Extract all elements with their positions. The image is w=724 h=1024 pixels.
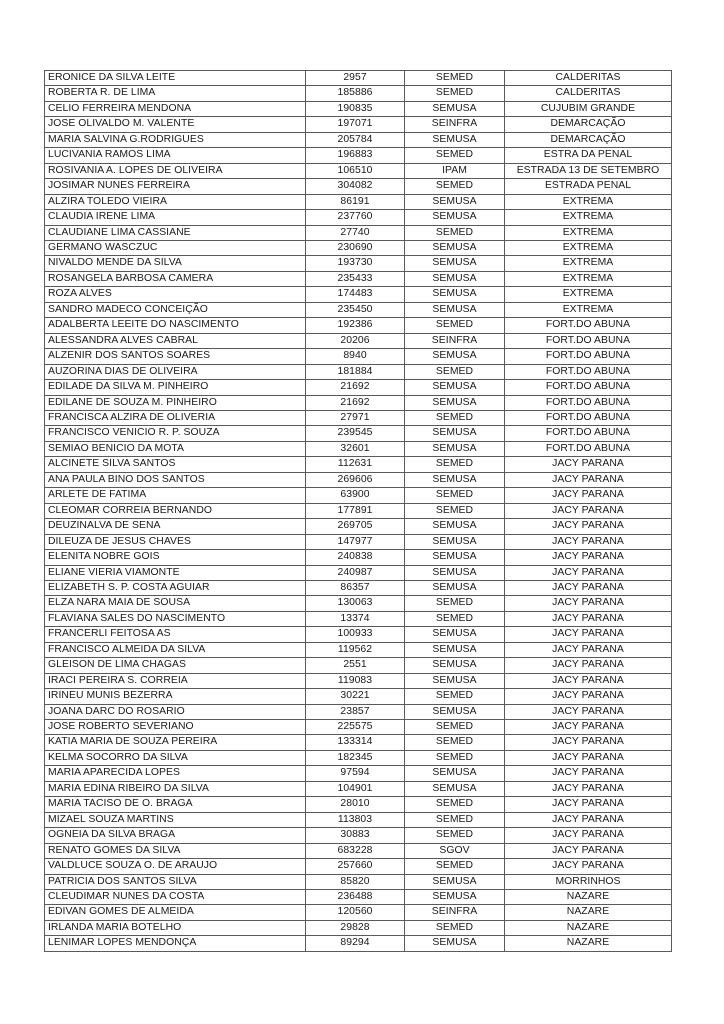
- department-cell: SEMED: [405, 797, 505, 812]
- table-row: [45, 503, 672, 518]
- employee-id-cell: 30221: [306, 689, 405, 704]
- employee-name-cell: DILEUZA DE JESUS CHAVES: [45, 534, 306, 549]
- table-row: [45, 781, 672, 796]
- department-cell: SEMED: [405, 920, 505, 935]
- location-cell: JACY PARANA: [505, 642, 672, 657]
- table-row: [45, 380, 672, 395]
- location-cell: JACY PARANA: [505, 488, 672, 503]
- employee-name-cell: FRANCISCO ALMEIDA DA SILVA: [45, 642, 306, 657]
- location-cell: CALDERITAS: [505, 71, 672, 86]
- employee-id-cell: 304082: [306, 179, 405, 194]
- employee-name-cell: GERMANO WASCZUC: [45, 240, 306, 255]
- table-row: [45, 890, 672, 905]
- employee-name-cell: VALDLUCE SOUZA O. DE ARAUJO: [45, 859, 306, 874]
- location-cell: ESTRADA PENAL: [505, 179, 672, 194]
- location-cell: EXTREMA: [505, 225, 672, 240]
- employee-id-cell: 8940: [306, 349, 405, 364]
- table-row: [45, 287, 672, 302]
- employee-name-cell: DEUZINALVA DE SENA: [45, 519, 306, 534]
- employee-name-cell: JOSE ROBERTO SEVERIANO: [45, 720, 306, 735]
- table-row: [45, 580, 672, 595]
- location-cell: DEMARCAÇÃO: [505, 132, 672, 147]
- location-cell: JACY PARANA: [505, 828, 672, 843]
- department-cell: SEMUSA: [405, 565, 505, 580]
- location-cell: FORT.DO ABUNA: [505, 380, 672, 395]
- department-cell: SEMUSA: [405, 256, 505, 271]
- location-cell: MORRINHOS: [505, 874, 672, 889]
- location-cell: JACY PARANA: [505, 704, 672, 719]
- employee-name-cell: SANDRO MADECO CONCEIÇÃO: [45, 302, 306, 317]
- employee-id-cell: 196883: [306, 148, 405, 163]
- table-row: [45, 364, 672, 379]
- table-row: [45, 240, 672, 255]
- location-cell: FORT.DO ABUNA: [505, 426, 672, 441]
- employee-name-cell: CLAUDIANE LIMA CASSIANE: [45, 225, 306, 240]
- table-row: [45, 874, 672, 889]
- table-row: [45, 472, 672, 487]
- employee-name-cell: JOSIMAR NUNES FERREIRA: [45, 179, 306, 194]
- employee-id-cell: 63900: [306, 488, 405, 503]
- location-cell: JACY PARANA: [505, 766, 672, 781]
- department-cell: SEMED: [405, 86, 505, 101]
- table-row: [45, 488, 672, 503]
- table-row: [45, 843, 672, 858]
- location-cell: JACY PARANA: [505, 503, 672, 518]
- location-cell: NAZARE: [505, 905, 672, 920]
- department-cell: SEMUSA: [405, 101, 505, 116]
- table-row: [45, 735, 672, 750]
- table-row: [45, 349, 672, 364]
- employee-name-cell: ELENITA NOBRE GOIS: [45, 550, 306, 565]
- location-cell: EXTREMA: [505, 287, 672, 302]
- department-cell: SEMUSA: [405, 441, 505, 456]
- department-cell: SEMUSA: [405, 534, 505, 549]
- department-cell: SEMED: [405, 148, 505, 163]
- employee-id-cell: 29828: [306, 920, 405, 935]
- location-cell: FORT.DO ABUNA: [505, 318, 672, 333]
- employee-id-cell: 182345: [306, 750, 405, 765]
- location-cell: FORT.DO ABUNA: [505, 441, 672, 456]
- location-cell: ESTRA DA PENAL: [505, 148, 672, 163]
- department-cell: SGOV: [405, 843, 505, 858]
- employee-id-cell: 112631: [306, 457, 405, 472]
- table-row: [45, 905, 672, 920]
- table-row: [45, 534, 672, 549]
- employee-name-cell: ARLETE DE FATIMA: [45, 488, 306, 503]
- department-cell: SEINFRA: [405, 333, 505, 348]
- employee-id-cell: 2957: [306, 71, 405, 86]
- table-row: [45, 410, 672, 425]
- department-cell: SEMUSA: [405, 704, 505, 719]
- employee-name-cell: ROZA ALVES: [45, 287, 306, 302]
- table-row: [45, 859, 672, 874]
- department-cell: SEMUSA: [405, 658, 505, 673]
- department-cell: SEMED: [405, 71, 505, 86]
- employee-id-cell: 257660: [306, 859, 405, 874]
- employee-id-cell: 193730: [306, 256, 405, 271]
- department-cell: SEMUSA: [405, 132, 505, 147]
- department-cell: SEINFRA: [405, 117, 505, 132]
- employee-id-cell: 2551: [306, 658, 405, 673]
- department-cell: SEMUSA: [405, 349, 505, 364]
- location-cell: JACY PARANA: [505, 673, 672, 688]
- department-cell: SEMED: [405, 812, 505, 827]
- employee-name-cell: ELZA NARA MAIA DE SOUSA: [45, 596, 306, 611]
- employee-id-cell: 27740: [306, 225, 405, 240]
- employee-id-cell: 13374: [306, 611, 405, 626]
- employee-id-cell: 119083: [306, 673, 405, 688]
- roster-table-body: [45, 71, 672, 952]
- table-row: [45, 673, 672, 688]
- employee-name-cell: FLAVIANA SALES DO NASCIMENTO: [45, 611, 306, 626]
- table-row: [45, 565, 672, 580]
- location-cell: FORT.DO ABUNA: [505, 410, 672, 425]
- employee-name-cell: EDIVAN GOMES DE ALMEIDA: [45, 905, 306, 920]
- location-cell: JACY PARANA: [505, 565, 672, 580]
- employee-id-cell: 23857: [306, 704, 405, 719]
- location-cell: FORT.DO ABUNA: [505, 395, 672, 410]
- employee-name-cell: CLEOMAR CORREIA BERNANDO: [45, 503, 306, 518]
- table-row: [45, 936, 672, 951]
- location-cell: DEMARCAÇÃO: [505, 117, 672, 132]
- location-cell: EXTREMA: [505, 194, 672, 209]
- employee-id-cell: 130063: [306, 596, 405, 611]
- employee-name-cell: CELIO FERREIRA MENDONA: [45, 101, 306, 116]
- table-row: [45, 148, 672, 163]
- employee-name-cell: JOANA DARC DO ROSARIO: [45, 704, 306, 719]
- employee-id-cell: 192386: [306, 318, 405, 333]
- employee-id-cell: 106510: [306, 163, 405, 178]
- employee-id-cell: 30883: [306, 828, 405, 843]
- table-row: [45, 194, 672, 209]
- employee-name-cell: ROBERTA R. DE LIMA: [45, 86, 306, 101]
- employee-name-cell: KELMA SOCORRO DA SILVA: [45, 750, 306, 765]
- employee-name-cell: IRINEU MUNIS BEZERRA: [45, 689, 306, 704]
- table-row: [45, 86, 672, 101]
- department-cell: SEMUSA: [405, 550, 505, 565]
- table-row: [45, 704, 672, 719]
- location-cell: JACY PARANA: [505, 472, 672, 487]
- employee-id-cell: 269606: [306, 472, 405, 487]
- employee-name-cell: MARIA APARECIDA LOPES: [45, 766, 306, 781]
- department-cell: SEMED: [405, 611, 505, 626]
- employee-id-cell: 147977: [306, 534, 405, 549]
- employee-id-cell: 181884: [306, 364, 405, 379]
- employee-id-cell: 225575: [306, 720, 405, 735]
- employee-id-cell: 190835: [306, 101, 405, 116]
- employee-id-cell: 185886: [306, 86, 405, 101]
- employee-id-cell: 235433: [306, 271, 405, 286]
- location-cell: EXTREMA: [505, 271, 672, 286]
- employee-name-cell: KATIA MARIA DE SOUZA PEREIRA: [45, 735, 306, 750]
- table-row: [45, 441, 672, 456]
- employee-name-cell: ANA PAULA BINO DOS SANTOS: [45, 472, 306, 487]
- department-cell: SEMUSA: [405, 395, 505, 410]
- employee-id-cell: 119562: [306, 642, 405, 657]
- table-row: [45, 828, 672, 843]
- department-cell: SEMED: [405, 318, 505, 333]
- table-row: [45, 750, 672, 765]
- department-cell: SEMUSA: [405, 673, 505, 688]
- employee-id-cell: 21692: [306, 395, 405, 410]
- employee-name-cell: OGNEIA DA SILVA BRAGA: [45, 828, 306, 843]
- department-cell: SEMED: [405, 410, 505, 425]
- table-row: [45, 271, 672, 286]
- table-row: [45, 225, 672, 240]
- location-cell: JACY PARANA: [505, 843, 672, 858]
- department-cell: SEMED: [405, 457, 505, 472]
- employee-name-cell: SEMIAO BENICIO DA MOTA: [45, 441, 306, 456]
- table-row: [45, 766, 672, 781]
- location-cell: EXTREMA: [505, 256, 672, 271]
- employee-name-cell: ROSIVANIA A. LOPES DE OLIVEIRA: [45, 163, 306, 178]
- table-row: [45, 797, 672, 812]
- employee-id-cell: 86357: [306, 580, 405, 595]
- employee-id-cell: 683228: [306, 843, 405, 858]
- employee-id-cell: 97594: [306, 766, 405, 781]
- table-row: [45, 627, 672, 642]
- location-cell: JACY PARANA: [505, 689, 672, 704]
- location-cell: EXTREMA: [505, 210, 672, 225]
- employee-name-cell: IRACI PEREIRA S. CORREIA: [45, 673, 306, 688]
- employee-name-cell: RENATO GOMES DA SILVA: [45, 843, 306, 858]
- location-cell: EXTREMA: [505, 240, 672, 255]
- table-row: [45, 395, 672, 410]
- employee-id-cell: 104901: [306, 781, 405, 796]
- table-row: [45, 550, 672, 565]
- department-cell: SEMUSA: [405, 380, 505, 395]
- department-cell: SEMED: [405, 689, 505, 704]
- employee-id-cell: 239545: [306, 426, 405, 441]
- employee-id-cell: 86191: [306, 194, 405, 209]
- table-row: [45, 596, 672, 611]
- table-row: [45, 920, 672, 935]
- department-cell: SEMUSA: [405, 426, 505, 441]
- employee-id-cell: 89294: [306, 936, 405, 951]
- employee-id-cell: 237760: [306, 210, 405, 225]
- table-row: [45, 720, 672, 735]
- department-cell: SEMED: [405, 735, 505, 750]
- employee-id-cell: 177891: [306, 503, 405, 518]
- employee-name-cell: MARIA TACISO DE O. BRAGA: [45, 797, 306, 812]
- employee-name-cell: ROSANGELA BARBOSA CAMERA: [45, 271, 306, 286]
- employee-id-cell: 85820: [306, 874, 405, 889]
- department-cell: SEMED: [405, 596, 505, 611]
- department-cell: IPAM: [405, 163, 505, 178]
- employee-name-cell: PATRICIA DOS SANTOS SILVA: [45, 874, 306, 889]
- employee-name-cell: ADALBERTA LEEITE DO NASCIMENTO: [45, 318, 306, 333]
- employee-name-cell: NIVALDO MENDE DA SILVA: [45, 256, 306, 271]
- employee-id-cell: 21692: [306, 380, 405, 395]
- location-cell: FORT.DO ABUNA: [505, 364, 672, 379]
- location-cell: CALDERITAS: [505, 86, 672, 101]
- department-cell: SEMED: [405, 179, 505, 194]
- employee-name-cell: GLEISON DE LIMA CHAGAS: [45, 658, 306, 673]
- table-row: [45, 658, 672, 673]
- table-row: [45, 71, 672, 86]
- department-cell: SEMED: [405, 503, 505, 518]
- employee-name-cell: ALZIRA TOLEDO VIEIRA: [45, 194, 306, 209]
- table-row: [45, 426, 672, 441]
- department-cell: SEMUSA: [405, 642, 505, 657]
- employee-name-cell: EDILANE DE SOUZA M. PINHEIRO: [45, 395, 306, 410]
- location-cell: JACY PARANA: [505, 720, 672, 735]
- employee-name-cell: FRANCISCA ALZIRA DE OLIVERIA: [45, 410, 306, 425]
- table-row: [45, 210, 672, 225]
- table-row: [45, 333, 672, 348]
- department-cell: SEMED: [405, 859, 505, 874]
- employee-name-cell: FRANCERLI FEITOSA AS: [45, 627, 306, 642]
- department-cell: SEMUSA: [405, 890, 505, 905]
- department-cell: SEMUSA: [405, 210, 505, 225]
- employee-id-cell: 236488: [306, 890, 405, 905]
- employee-id-cell: 197071: [306, 117, 405, 132]
- department-cell: SEMED: [405, 750, 505, 765]
- employee-id-cell: 27971: [306, 410, 405, 425]
- table-row: [45, 642, 672, 657]
- department-cell: SEMUSA: [405, 874, 505, 889]
- employee-id-cell: 269705: [306, 519, 405, 534]
- employee-id-cell: 32601: [306, 441, 405, 456]
- employee-id-cell: 230690: [306, 240, 405, 255]
- table-row: [45, 457, 672, 472]
- table-row: [45, 163, 672, 178]
- employee-name-cell: ALZENIR DOS SANTOS SOARES: [45, 349, 306, 364]
- employee-id-cell: 100933: [306, 627, 405, 642]
- employee-id-cell: 235450: [306, 302, 405, 317]
- department-cell: SEMUSA: [405, 781, 505, 796]
- employee-id-cell: 205784: [306, 132, 405, 147]
- department-cell: SEMED: [405, 225, 505, 240]
- location-cell: NAZARE: [505, 936, 672, 951]
- location-cell: JACY PARANA: [505, 797, 672, 812]
- department-cell: SEMUSA: [405, 936, 505, 951]
- employee-id-cell: 133314: [306, 735, 405, 750]
- department-cell: SEMUSA: [405, 766, 505, 781]
- location-cell: JACY PARANA: [505, 611, 672, 626]
- employee-name-cell: IRLANDA MARIA BOTELHO: [45, 920, 306, 935]
- location-cell: JACY PARANA: [505, 550, 672, 565]
- employee-name-cell: ALCINETE SILVA SANTOS: [45, 457, 306, 472]
- department-cell: SEMED: [405, 488, 505, 503]
- table-row: [45, 302, 672, 317]
- location-cell: JACY PARANA: [505, 658, 672, 673]
- employee-id-cell: 240987: [306, 565, 405, 580]
- location-cell: JACY PARANA: [505, 580, 672, 595]
- table-row: [45, 117, 672, 132]
- department-cell: SEMUSA: [405, 519, 505, 534]
- department-cell: SEMED: [405, 364, 505, 379]
- employee-name-cell: MIZAEL SOUZA MARTINS: [45, 812, 306, 827]
- employee-name-cell: CLEUDIMAR NUNES DA COSTA: [45, 890, 306, 905]
- employee-name-cell: MARIA SALVINA G.RODRIGUES: [45, 132, 306, 147]
- location-cell: FORT.DO ABUNA: [505, 349, 672, 364]
- employee-id-cell: 240838: [306, 550, 405, 565]
- employee-name-cell: ERONICE DA SILVA LEITE: [45, 71, 306, 86]
- employee-id-cell: 28010: [306, 797, 405, 812]
- employee-name-cell: FRANCISCO VENICIO R. P. SOUZA: [45, 426, 306, 441]
- location-cell: ESTRADA 13 DE SETEMBRO: [505, 163, 672, 178]
- location-cell: NAZARE: [505, 920, 672, 935]
- location-cell: JACY PARANA: [505, 781, 672, 796]
- location-cell: JACY PARANA: [505, 627, 672, 642]
- department-cell: SEMED: [405, 828, 505, 843]
- employee-name-cell: CLAUDIA IRENE LIMA: [45, 210, 306, 225]
- employee-id-cell: 113803: [306, 812, 405, 827]
- employee-name-cell: EDILADE DA SILVA M. PINHEIRO: [45, 380, 306, 395]
- table-row: [45, 611, 672, 626]
- location-cell: JACY PARANA: [505, 735, 672, 750]
- table-row: [45, 132, 672, 147]
- location-cell: EXTREMA: [505, 302, 672, 317]
- employee-name-cell: AUZORINA DIAS DE OLIVEIRA: [45, 364, 306, 379]
- department-cell: SEINFRA: [405, 905, 505, 920]
- employee-name-cell: LUCIVANIA RAMOS LIMA: [45, 148, 306, 163]
- table-row: [45, 256, 672, 271]
- table-row: [45, 689, 672, 704]
- table-row: [45, 812, 672, 827]
- location-cell: JACY PARANA: [505, 596, 672, 611]
- employee-name-cell: ELIANE VIERIA VIAMONTE: [45, 565, 306, 580]
- table-row: [45, 101, 672, 116]
- department-cell: SEMUSA: [405, 580, 505, 595]
- employee-id-cell: 174483: [306, 287, 405, 302]
- table-row: [45, 318, 672, 333]
- department-cell: SEMED: [405, 720, 505, 735]
- employee-id-cell: 20206: [306, 333, 405, 348]
- employee-name-cell: JOSE OLIVALDO M. VALENTE: [45, 117, 306, 132]
- location-cell: JACY PARANA: [505, 750, 672, 765]
- location-cell: JACY PARANA: [505, 519, 672, 534]
- location-cell: NAZARE: [505, 890, 672, 905]
- location-cell: CUJUBIM GRANDE: [505, 101, 672, 116]
- department-cell: SEMUSA: [405, 302, 505, 317]
- location-cell: FORT.DO ABUNA: [505, 333, 672, 348]
- department-cell: SEMUSA: [405, 287, 505, 302]
- employee-id-cell: 120560: [306, 905, 405, 920]
- employee-name-cell: LENIMAR LOPES MENDONÇA: [45, 936, 306, 951]
- location-cell: JACY PARANA: [505, 457, 672, 472]
- department-cell: SEMUSA: [405, 472, 505, 487]
- employee-name-cell: ALESSANDRA ALVES CABRAL: [45, 333, 306, 348]
- employee-name-cell: MARIA EDINA RIBEIRO DA SILVA: [45, 781, 306, 796]
- department-cell: SEMUSA: [405, 240, 505, 255]
- table-row: [45, 179, 672, 194]
- table-row: [45, 519, 672, 534]
- employee-name-cell: ELIZABETH S. P. COSTA AGUIAR: [45, 580, 306, 595]
- employee-roster-table: [44, 70, 672, 952]
- department-cell: SEMUSA: [405, 271, 505, 286]
- location-cell: JACY PARANA: [505, 859, 672, 874]
- location-cell: JACY PARANA: [505, 812, 672, 827]
- location-cell: JACY PARANA: [505, 534, 672, 549]
- department-cell: SEMUSA: [405, 627, 505, 642]
- department-cell: SEMUSA: [405, 194, 505, 209]
